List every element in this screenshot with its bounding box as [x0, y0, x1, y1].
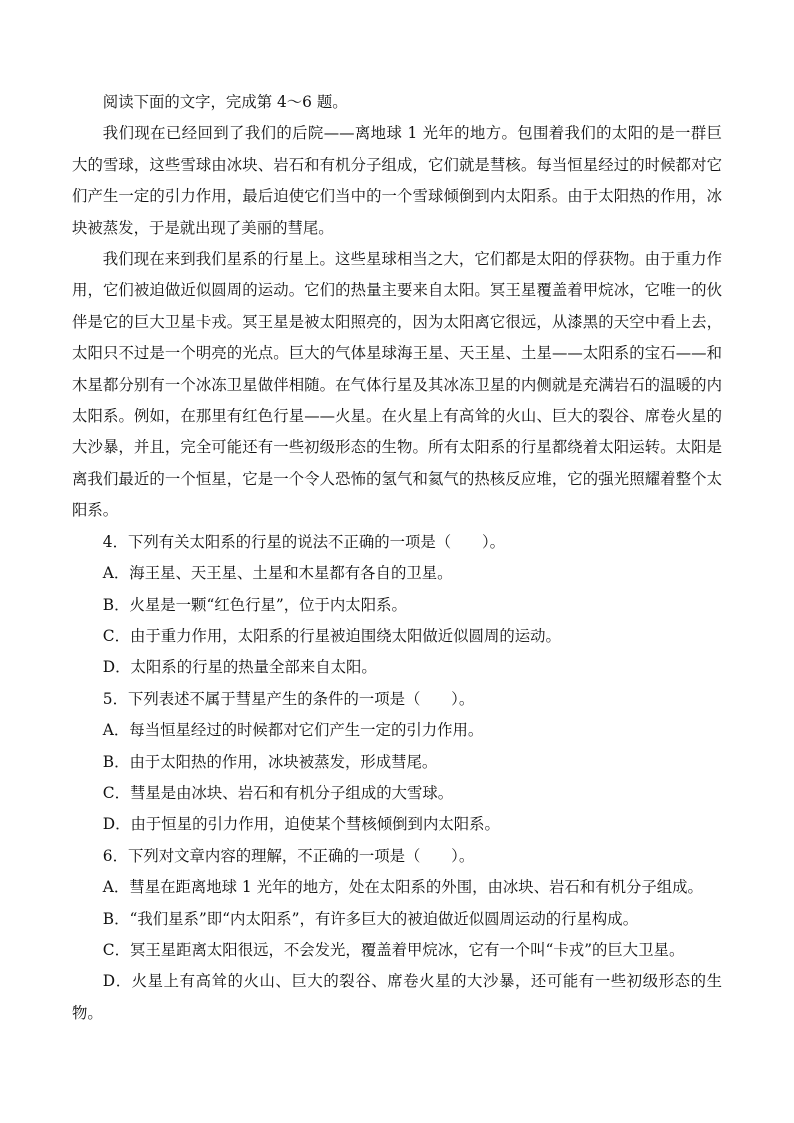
question-6-option-a: A．彗星在距离地球 1 光年的地方，处在太阳系的外围，由冰块、岩石和有机分子组成。 [102, 878, 703, 897]
passage-paragraph-2: 我们现在来到我们星系的行星上。这些星球相当之大，它们都是太阳的俘获物。由于重力作用，它们被迫做近似圆周的运动。它们的热量主要来自太阳。冥王星覆盖着甲烷冰，它唯一的伙伴是它的巨大卫星卡戎。冥王星是被太阳照亮的，因为太阳离它很远，从漆黑的天空中看上去，太阳只不过是一个明亮的光点。巨大的气体星球海王星、天王星、土星——太阳系的宝石——和木星都分别有一个冰冻卫星做伴相随。在气体行星及其冰冻卫星的内侧就是充满岩石的温暖的内太阳系。例如，在那里有红色行星——火星。在火星上有高耸的火山、巨大的裂谷、席卷火星的大沙暴，并且，完全可能还有一些初级形态的生物。所有太阳系的行星都绕着太阳运转。太阳是离我们最近的一个恒星，它是一个令人恐怖的氢气和氦气的热核反应堆，它的强光照耀着整个太阳系。 [72, 250, 722, 520]
question-6-stem: 6．下列对文章内容的理解，不正确的一项是（ ）。 [102, 846, 475, 865]
question-5-option-c: C．彗星是由冰块、岩石和有机分子组成的大雪球。 [102, 783, 454, 802]
question-4-option-b: B．火星是一颗“红色行星”，位于内太阳系。 [102, 595, 407, 614]
document-page [72, 87, 722, 1029]
question-4-stem: 4．下列有关太阳系的行星的说法不正确的一项是（ ）。 [102, 532, 506, 551]
question-5-stem: 5．下列表述不属于彗星产生的条件的一项是（ ）。 [102, 689, 475, 708]
question-4-option-a: A．海王星、天王星、土星和木星都有各自的卫星。 [102, 564, 453, 583]
question-4-option-c: C．由于重力作用，太阳系的行星被迫围绕太阳做近似圆周的运动。 [102, 626, 561, 645]
passage-paragraph-1: 我们现在已经回到了我们的后院——离地球 1 光年的地方。包围着我们的太阳的是一群巨大的雪球，这些雪球由冰块、岩石和有机分子组成，它们就是彗核。每当恒星经过的时候都对它们产生一定的引力作用，最后迫使它们当中的一个雪球倾倒到内太阳系。由于太阳热的作用，冰块被蒸发，于是就出现了美丽的彗尾。 [72, 124, 722, 237]
question-6-option-d: D．火星上有高耸的火山、巨大的裂谷、席卷火星的大沙暴，还可能有一些初级形态的生物。 [72, 972, 722, 1022]
question-6-option-b: B．“我们星系”即“内太阳系”，有许多巨大的被迫做近似圆周运动的行星构成。 [102, 909, 639, 928]
question-5-option-a: A．每当恒星经过的时候都对它们产生一定的引力作用。 [102, 721, 484, 740]
question-6-option-c: C．冥王星距离太阳很远，不会发光，覆盖着甲烷冰，它有一个叫“卡戎”的巨大卫星。 [102, 940, 685, 959]
question-4-option-d: D．太阳系的行星的热量全部来自太阳。 [102, 658, 377, 677]
instruction-text: 阅读下面的文字，完成第 4～6 题。 [102, 93, 348, 111]
question-5-option-b: B．由于太阳热的作用，冰块被蒸发，形成彗尾。 [102, 752, 438, 771]
question-5-option-d: D．由于恒星的引力作用，迫使某个彗核倾倒到内太阳系。 [102, 815, 500, 834]
